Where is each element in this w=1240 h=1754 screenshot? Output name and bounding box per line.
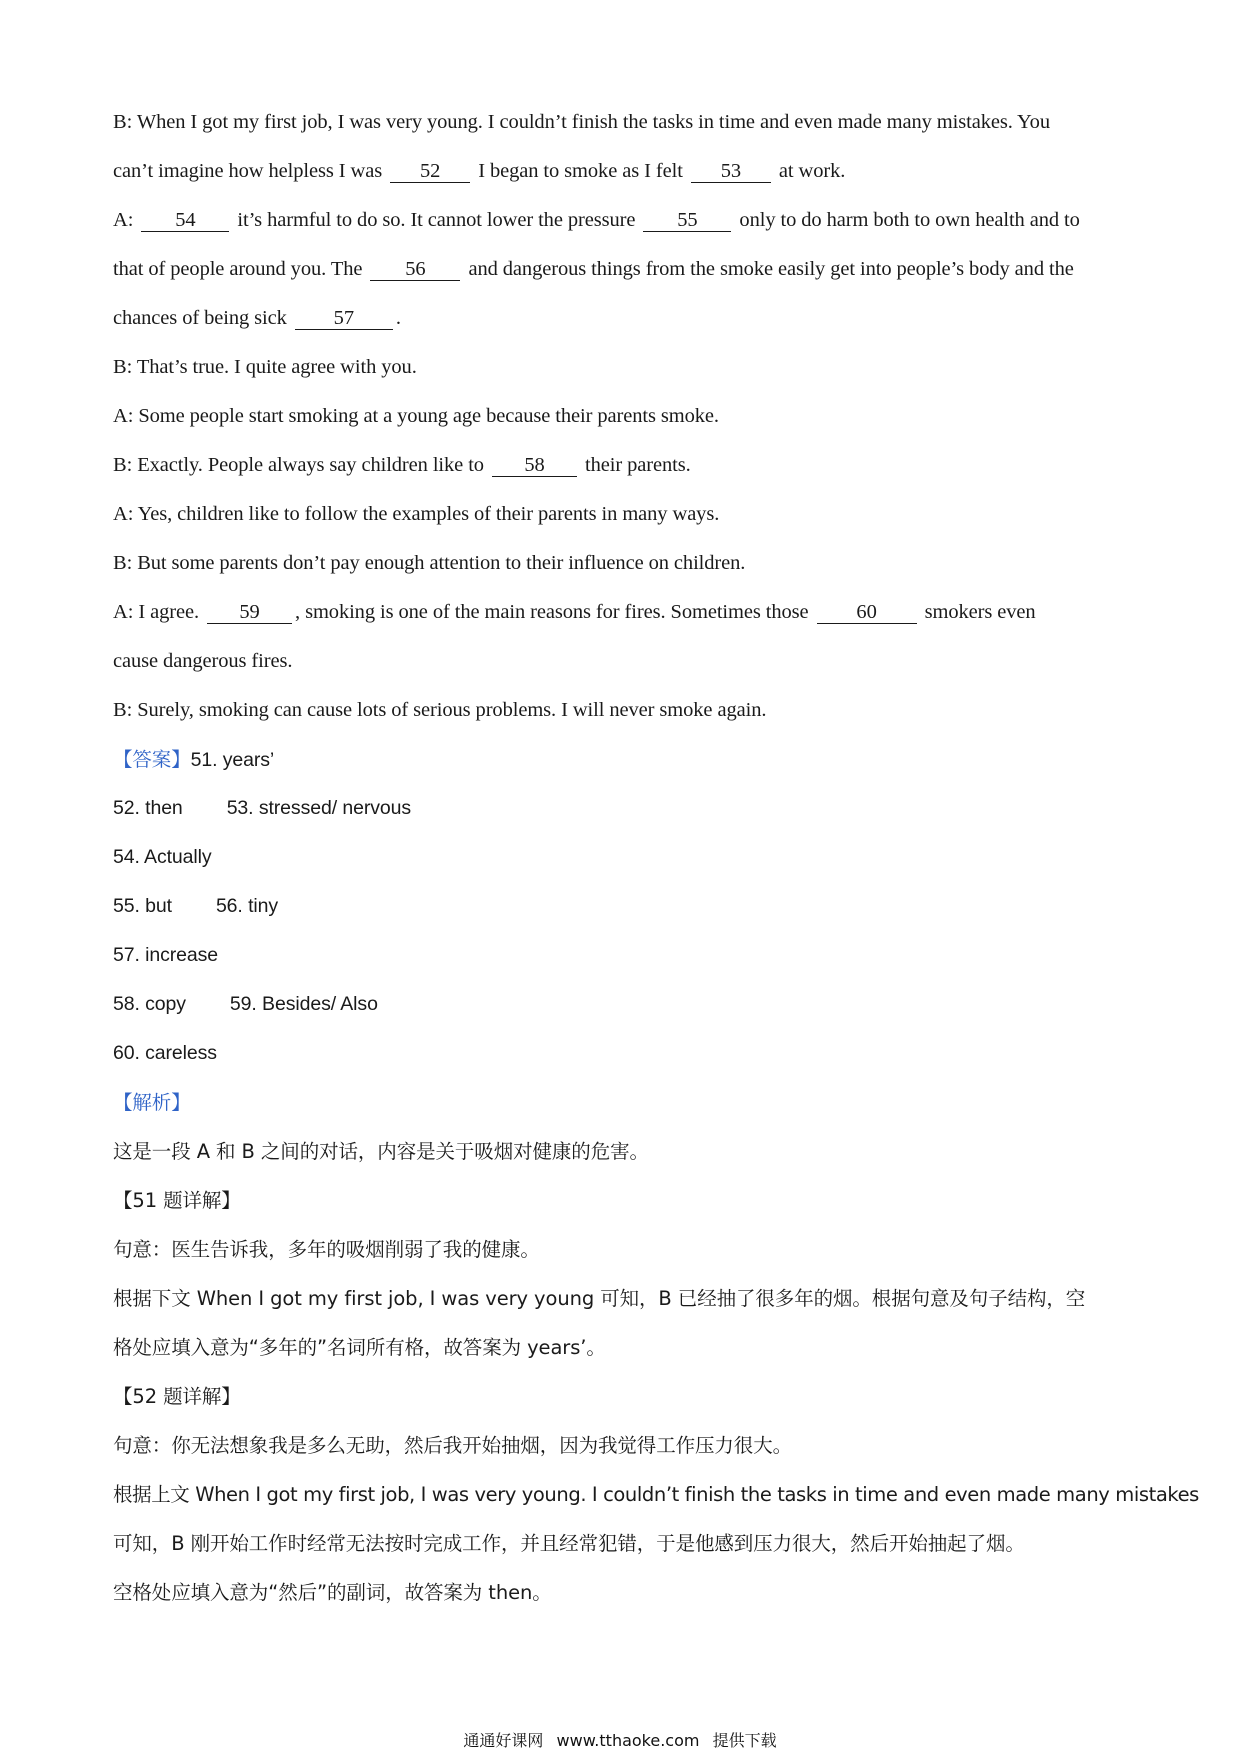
q52-explanation: 可知，B 刚开始工作时经常无法按时完成工作，并且经常犯错，于是他感到压力很大，然后开始抽起了烟。 [113, 1532, 1025, 1555]
dialogue-text: B: Exactly. People always say children like to [113, 454, 484, 476]
blank-60: 60 [817, 601, 917, 624]
dialogue-text: A: I agree. [113, 601, 199, 623]
blank-55: 55 [643, 209, 731, 232]
answer-52: 52. then [113, 797, 183, 819]
dialogue-text: A: [113, 209, 134, 231]
answer-60: 60. careless [113, 1042, 217, 1064]
dialogue-line [113, 490, 1133, 539]
blank-53: 53 [691, 160, 771, 183]
answer-line [113, 1029, 1133, 1078]
q52-explanation: 根据上文 When I got my first job, I was very young. I couldn’t finish the tasks in time and even made many mistakes [113, 1483, 1199, 1506]
answer-line [113, 980, 1133, 1029]
dialogue-text: . [395, 307, 401, 329]
dialogue-text: that of people around you. The [113, 258, 363, 280]
dialogue-text: B: That’s true. I quite agree with you. [113, 356, 417, 378]
dialogue-text: cause dangerous fires. [113, 650, 293, 672]
q52-meaning: 句意：你无法想象我是多么无助，然后我开始抽烟，因为我觉得工作压力很大。 [113, 1434, 793, 1457]
answer-line [113, 882, 1133, 931]
dialogue-text: their parents. [585, 454, 691, 476]
dialogue-line [113, 441, 1133, 490]
answer-59: 59. Besides/ Also [229, 993, 378, 1015]
footer-site-name: 通通好课网 [463, 1731, 544, 1750]
dialogue-text: B: But some parents don’t pay enough attention to their influence on children. [113, 552, 746, 574]
dialogue-text: B: Surely, smoking can cause lots of serious problems. I will never smoke again. [113, 699, 767, 721]
dialogue-line [113, 245, 1133, 294]
answer-line [113, 784, 1133, 833]
q51-explanation: 根据下文 When I got my first job, I was very young 可知，B 已经抽了很多年的烟。根据句意及句子结构，空 [113, 1287, 1086, 1310]
dialogue-text: chances of being sick [113, 307, 287, 329]
dialogue-line [113, 392, 1133, 441]
answer-56: 56. tiny [215, 895, 279, 917]
q51-explanation: 格处应填入意为“多年的”名词所有格，故答案为 years’。 [113, 1336, 606, 1359]
footer-url-link[interactable]: www.tthaoke.com [556, 1731, 700, 1750]
answer-line [113, 735, 1133, 784]
dialogue-line [113, 588, 1133, 637]
q52-explanation: 空格处应填入意为“然后”的副词，故答案为 then。 [113, 1581, 552, 1604]
blank-56: 56 [370, 258, 460, 281]
blank-52: 52 [390, 160, 470, 183]
analysis-intro: 这是一段 A 和 B 之间的对话，内容是关于吸烟对健康的危害。 [113, 1140, 649, 1163]
answer-tag: 【答案】 [113, 748, 191, 771]
dialogue-line [113, 196, 1133, 245]
analysis-line [113, 1078, 1133, 1127]
answer-55: 55. but [113, 895, 172, 917]
dialogue-line [113, 686, 1133, 735]
blank-57: 57 [295, 307, 393, 330]
dialogue-text: can’t imagine how helpless I was [113, 160, 383, 182]
answer-line [113, 833, 1133, 882]
dialogue-line [113, 343, 1133, 392]
answer-53: 53. stressed/ nervous [226, 797, 412, 819]
footer-note: 提供下载 [712, 1731, 777, 1750]
dialogue-line [113, 98, 1133, 147]
dialogue-text: it’s harmful to do so. It cannot lower the pressure [237, 209, 636, 231]
dialogue-line [113, 539, 1133, 588]
dialogue-text: B: When I got my first job, I was very young. I couldn’t finish the tasks in time and even made many mistakes. You [113, 111, 1050, 133]
blank-59: 59 [207, 601, 292, 624]
analysis-tag: 【解析】 [113, 1091, 191, 1114]
dialogue-text: A: Some people start smoking at a young age because their parents smoke. [113, 405, 719, 427]
dialogue-text: A: Yes, children like to follow the examples of their parents in many ways. [113, 503, 720, 525]
document-body [113, 98, 1199, 1617]
dialogue-line [113, 294, 1133, 343]
answer-51: 51. years’ [190, 749, 275, 771]
dialogue-line [113, 637, 1133, 686]
dialogue-text: , smoking is one of the main reasons for fires. Sometimes those [295, 601, 809, 623]
answer-58: 58. copy [113, 993, 186, 1015]
answer-57: 57. increase [113, 944, 219, 966]
page-footer [0, 1728, 1240, 1751]
q52-title: 【52 题详解】 [113, 1385, 241, 1408]
q51-title: 【51 题详解】 [113, 1189, 241, 1212]
blank-58: 58 [492, 454, 577, 477]
dialogue-text: and dangerous things from the smoke easily get into people’s body and the [468, 258, 1074, 280]
answer-line [113, 931, 1133, 980]
dialogue-text: at work. [778, 160, 846, 182]
dialogue-text: only to do harm both to own health and to [739, 209, 1080, 231]
dialogue-text: smokers even [924, 601, 1036, 623]
answer-54: 54. Actually [113, 846, 212, 868]
q51-meaning: 句意：医生告诉我，多年的吸烟削弱了我的健康。 [113, 1238, 540, 1261]
blank-54: 54 [141, 209, 229, 232]
dialogue-line [113, 147, 1133, 196]
dialogue-text: I began to smoke as I felt [478, 160, 683, 182]
